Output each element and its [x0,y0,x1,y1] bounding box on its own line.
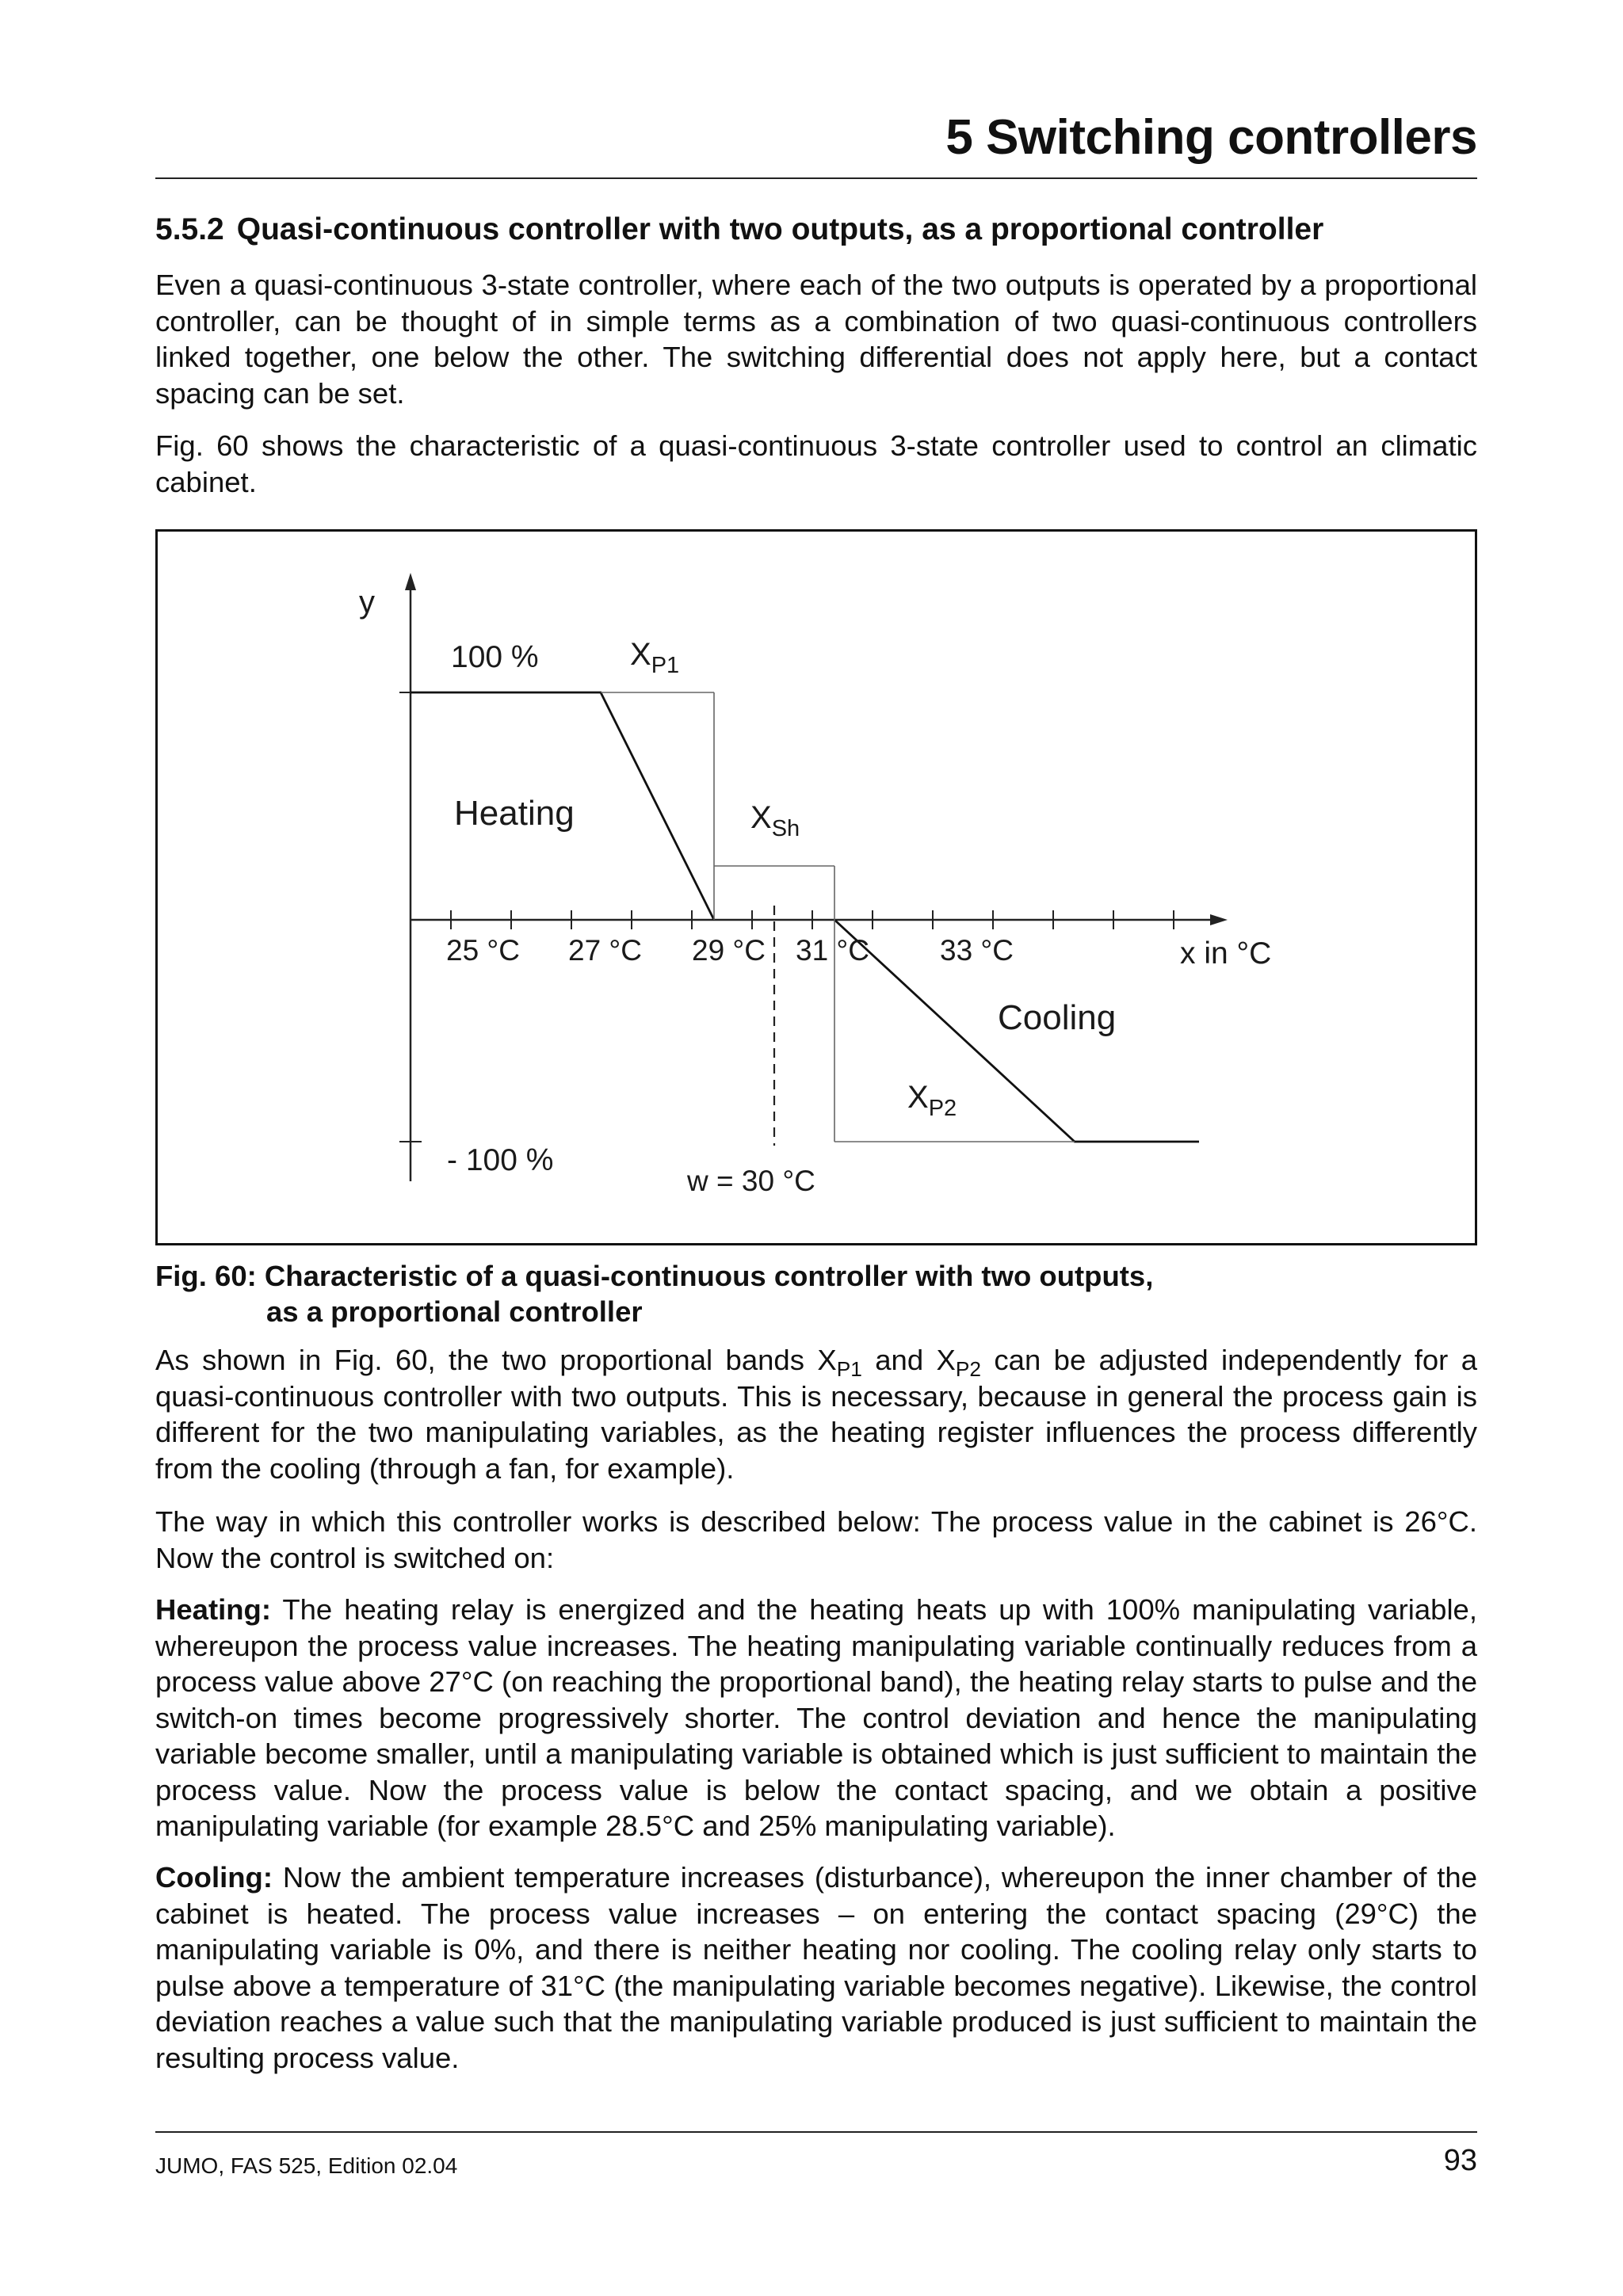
controller-characteristic-chart [158,532,1475,1243]
cooling-paragraph-text: Now the ambient temperature increases (disturbance), whereupon the inner chamber of the cabinet is heated. The process value increases – on entering the contact spacing (29°C) the manipulating variable is 0%, and there is neither heating nor cooling. The cooling relay only starts to pulse above a temperature of 31°C (the manipulating variable becomes negative). Likewise, the control deviation reaches a value such that the manipulating variable produced is just sufficient to maintain the resulting process value. [155,1861,1477,2074]
section-number: 5.5.2 [155,212,224,246]
y-axis-arrow [405,573,416,590]
xsh-sub: Sh [771,816,800,841]
y-axis-label: y [359,585,375,620]
heating-paragraph-label: Heating: [155,1593,271,1626]
chapter-title: 5 Switching controllers [945,110,1477,165]
x-tick-label: 31 °C [796,934,869,967]
section-heading: Quasi-continuous controller with two outputs, as a proportional controller [236,212,1324,246]
xp1-base: X [630,637,651,672]
setpoint-label: w = 30 °C [687,1165,815,1197]
footer-rule [155,2131,1477,2133]
heating-label: Heating [454,794,575,833]
x-tick-label: 27 °C [568,934,642,967]
xp1-sub: P1 [651,653,680,678]
bands-text-post: can be adjusted independently for a quasi-continuous controller with two outputs. This is necessary, because in general the process gain is different for the two manipulating variables, as the heating register influences the process differently from the cooling (through a fan, for example). [155,1344,1477,1485]
x-axis-arrow [1210,914,1228,925]
figure-reference-paragraph: Fig. 60 shows the characteristic of a quasi-continuous 3-state controller used to control an climatic cabinet. [155,429,1477,498]
x-tick-label: 33 °C [940,934,1014,967]
xp2-sub: P2 [928,1096,957,1121]
bands-text-mid: and X [861,1344,956,1376]
x-axis-label: x in °C [1180,936,1272,971]
intro-paragraph: Even a quasi-continuous 3-state controller, where each of the two outputs is operated by a proportional controller, can be thought of in simple terms as a combination of two quasi-continuous controllers linked together, one below the other. The switching differential does not apply here, but a contact spacing can be set. [155,269,1477,410]
xp1-label [630,637,679,678]
cooling-paragraph-label: Cooling: [155,1861,273,1894]
cooling-label: Cooling [998,998,1117,1037]
header-rule [155,177,1477,179]
y-bottom-label: - 100 % [447,1143,554,1177]
figure-caption [155,1258,1153,1329]
cooling-paragraph [155,1859,1477,2076]
section-title [155,212,1323,247]
x-tick-label: 29 °C [692,934,766,967]
xsh-label [750,800,800,841]
xp2-label [907,1080,957,1121]
bands-sub-p2: P2 [955,1356,982,1381]
operation-paragraph: The way in which this controller works is described below: The process value in the cabinet is 26°C. Now the control is switched on: [155,1505,1477,1574]
bands-text-pre: As shown in Fig. 60, the two proportional bands X [155,1344,837,1376]
proportional-bands-paragraph [155,1342,1477,1486]
xp2-base: X [907,1080,929,1115]
caption-line1: Fig. 60: Characteristic of a quasi-continuous controller with two outputs, [155,1260,1154,1292]
y-top-label: 100 % [451,640,539,674]
heating-paragraph-text: The heating relay is energized and the heating heats up with 100% manipulating variable, whereupon the process value increases. The heating manipulating variable continually reduces from a process value above 27°C (on reaching the proportional band), the heating relay starts to pulse and the switch-on times become progressively shorter. The control deviation and hence the manipulating variable become smaller, until a manipulating variable is obtained which is just sufficient to maintain the process value. Now the process value is below the contact spacing, and we obtain a positive manipulating variable (for example 28.5°C and 25% manipulating variable). [155,1593,1477,1842]
caption-line2: as a proportional controller [266,1295,643,1328]
heating-paragraph [155,1592,1477,1844]
footer-edition: JUMO, FAS 525, Edition 02.04 [155,2153,458,2178]
figure-60 [155,529,1477,1245]
page-number: 93 [1443,2144,1477,2177]
x-tick-label: 25 °C [446,934,520,967]
xsh-base: X [750,800,772,835]
bands-sub-p1: P1 [836,1356,862,1381]
